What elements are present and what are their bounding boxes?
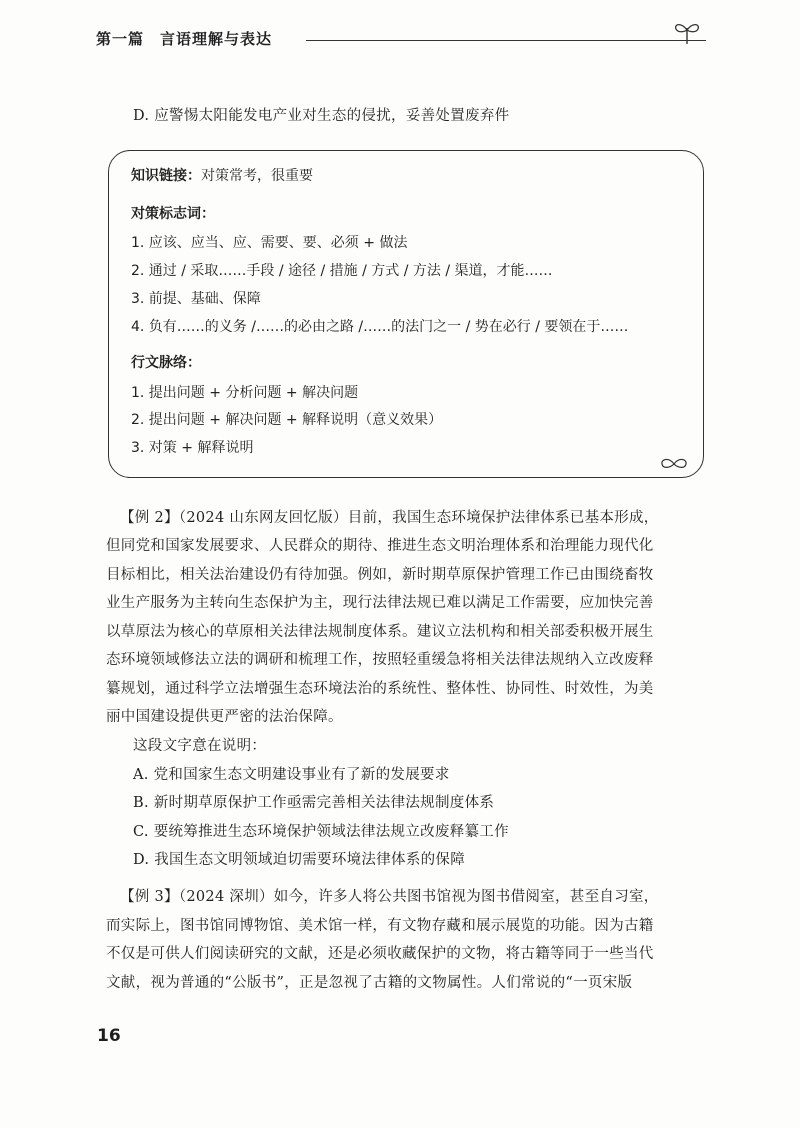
box-heading-bold: 知识链接：	[131, 168, 201, 184]
example2-question: 这段文字意在说明：	[133, 738, 267, 754]
option-d-previous: D. 应警惕太阳能发电产业对生态的侵扰，妥善处置废弃件	[133, 108, 510, 124]
example2-option-b: B. 新时期草原保护工作亟需完善相关法律法规制度体系	[133, 795, 495, 811]
page-number: 16	[97, 1026, 121, 1046]
running-header	[96, 28, 716, 54]
flow-title: 行文脉络：	[131, 355, 201, 371]
example2-line-8: 丽中国建设提供更严密的法治保障。	[106, 709, 343, 725]
example2-line-1: 【例 2】（2024 山东网友回忆版）目前，我国生态环境保护法律体系已基本形成，	[120, 510, 659, 526]
marker-item-2: 2. 通过 / 采取……手段 / 途径 / 措施 / 方式 / 方法 / 渠道，才能……	[131, 263, 553, 279]
example2-line-3: 目标相比，相关法治建设仍有待加强。例如，新时期草原保护管理工作已由围绕畜牧	[106, 567, 654, 583]
marker-item-4: 4. 负有……的义务 /……的必由之路 /……的法门之一 / 势在必行 / 要领在于……	[131, 319, 629, 335]
flow-item-2: 2. 提出问题 + 解决问题 + 解释说明（意义效果）	[131, 412, 443, 428]
example2-line-7: 纂规划，通过科学立法增强生态环境法治的系统性、整体性、协同性、时效性，为美	[106, 681, 654, 697]
marker-item-1: 1. 应该、应当、应、需要、要、必须 + 做法	[131, 235, 408, 251]
example3-line-2: 而实际上，图书馆同博物馆、美术馆一样，有文物存藏和展示展览的功能。因为古籍	[106, 918, 654, 934]
example2-option-c: C. 要统筹推进生态环境保护领域法律法规立改废释纂工作	[133, 824, 509, 840]
example2-line-2: 但同党和国家发展要求、人民群众的期待、推进生态文明治理体系和治理能力现代化	[106, 538, 654, 554]
header-rule	[306, 40, 706, 41]
example2-option-a: A. 党和国家生态文明建设事业有了新的发展要求	[133, 767, 450, 783]
flow-item-3: 3. 对策 + 解释说明	[131, 440, 254, 456]
sprout-icon	[672, 20, 702, 46]
leaf-ornament-icon	[659, 457, 689, 471]
example3-line-1: 【例 3】（2024 深圳）如今，许多人将公共图书馆视为图书借阅室，甚至自习室，	[120, 889, 659, 905]
example2-line-4: 业生产服务为主转向生态保护为主，现行法律法规已难以满足工作需要，应加快完善	[106, 595, 654, 611]
knowledge-box	[108, 150, 704, 478]
box-heading-rest: 对策常考，很重要	[201, 168, 313, 184]
example3-line-4: 文献，视为普通的“公版书”，正是忽视了古籍的文物属性。人们常说的“一页宋版	[106, 975, 633, 991]
chapter-title: 第一篇 言语理解与表达	[96, 30, 273, 48]
box-heading	[131, 165, 313, 185]
example2-option-d: D. 我国生态文明领域迫切需要环境法律体系的保障	[133, 852, 466, 868]
example3-line-3: 不仅是可供人们阅读研究的文献，还是必须收藏保护的文物，将古籍等同于一些当代	[106, 946, 654, 962]
flow-item-1: 1. 提出问题 + 分析问题 + 解决问题	[131, 385, 359, 401]
example2-line-5: 以草原法为核心的草原相关法律法规制度体系。建议立法机构和相关部委积极开展生	[106, 624, 654, 640]
markers-title: 对策标志词：	[131, 206, 215, 222]
marker-item-3: 3. 前提、基础、保障	[131, 291, 261, 307]
example2-line-6: 态环境领域修法立法的调研和梳理工作，按照轻重缓急将相关法律法规纳入立改废释	[106, 652, 654, 668]
